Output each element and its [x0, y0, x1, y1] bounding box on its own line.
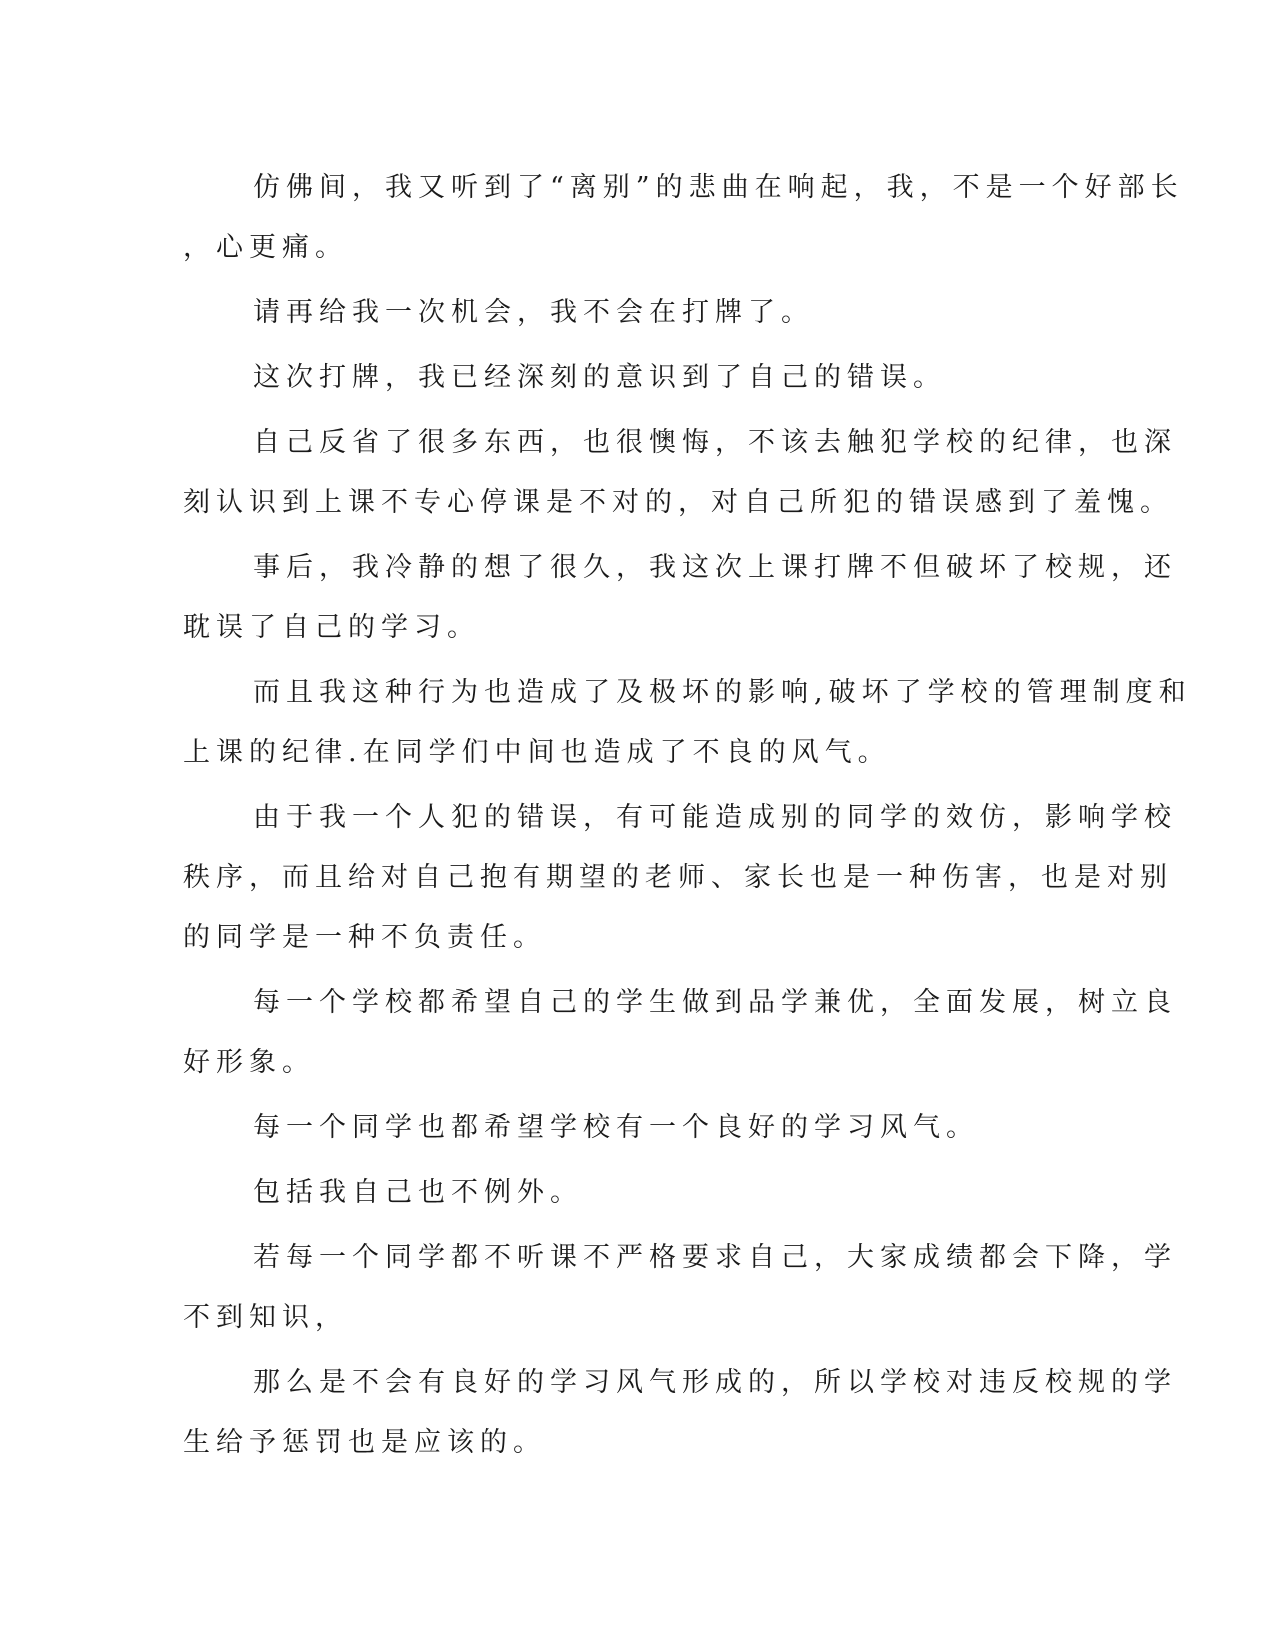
paragraph-6 — [183, 663, 1192, 783]
text-line: 这次打牌，我已经深刻的意识到了自己的错误。 — [253, 362, 946, 393]
paragraph-3 — [183, 348, 1063, 408]
text-line: 每一个学校都希望自己的学生做到品学兼优，全面发展，树立良 — [253, 987, 1177, 1018]
paragraph-11 — [183, 1228, 1177, 1348]
paragraph-4 — [183, 413, 1177, 533]
text-line: 请再给我一次机会，我不会在打牌了。 — [253, 297, 814, 328]
text-line: 耽误了自己的学习。 — [183, 612, 480, 643]
paragraph-10 — [183, 1163, 1063, 1223]
paragraph-5 — [183, 538, 1177, 658]
document-body — [183, 158, 1192, 1478]
paragraph-12 — [183, 1353, 1177, 1473]
paragraph-8 — [183, 973, 1177, 1093]
text-line: 上课的纪律.在同学们中间也造成了不良的风气。 — [183, 737, 891, 768]
paragraph-1 — [183, 158, 1184, 278]
paragraph-9 — [183, 1098, 1063, 1158]
paragraph-2 — [183, 283, 1063, 343]
text-line: 若每一个同学都不听课不严格要求自己，大家成绩都会下降，学 — [253, 1242, 1177, 1273]
text-line: 不到知识， — [183, 1302, 348, 1333]
text-line: 包括我自己也不例外。 — [253, 1177, 583, 1208]
text-line: ，心更痛。 — [183, 232, 348, 263]
text-line: 的同学是一种不负责任。 — [183, 922, 546, 953]
text-line: 而且我这种行为也造成了及极坏的影响,破坏了学校的管理制度和 — [253, 677, 1192, 708]
text-line: 事后，我冷静的想了很久，我这次上课打牌不但破坏了校规，还 — [253, 552, 1177, 583]
text-line: 自己反省了很多东西，也很懊悔，不该去触犯学校的纪律，也深 — [253, 427, 1177, 458]
text-line: 秩序，而且给对自己抱有期望的老师、家长也是一种伤害，也是对别 — [183, 862, 1173, 893]
text-line: 好形象。 — [183, 1047, 315, 1078]
paragraph-7 — [183, 788, 1177, 968]
text-line: 由于我一个人犯的错误，有可能造成别的同学的效仿，影响学校 — [253, 802, 1177, 833]
text-line: 那么是不会有良好的学习风气形成的，所以学校对违反校规的学 — [253, 1367, 1177, 1398]
text-line: 每一个同学也都希望学校有一个良好的学习风气。 — [253, 1112, 979, 1143]
text-line: 刻认识到上课不专心停课是不对的，对自己所犯的错误感到了羞愧。 — [183, 487, 1173, 518]
text-line: 仿佛间，我又听到了“离别”的悲曲在响起，我，不是一个好部长 — [253, 172, 1184, 203]
text-line: 生给予惩罚也是应该的。 — [183, 1427, 546, 1458]
